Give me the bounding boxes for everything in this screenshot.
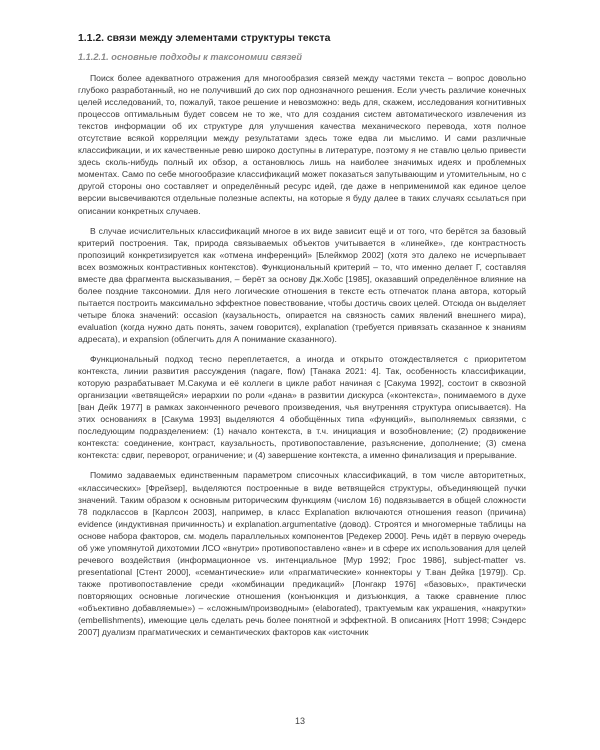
paragraph-1: Поиск более адекватного отражения для многообразия связей между частями текста – вопрос довольно глубоко разработанный, но не получивший до сих пор однозначного решения. Если учесть различие конечных целей исследований, то, пожалуй, такое решение и невозможно: ведь для, скажем, исследования когнитивных процессов оптимальным будет совсем не то же, что для создания систем автоматического извлечения из текстов информации об их структуре для улучшения качества механического перевода, хотя полное отсутствие всякой корреляции между результатами здесь тоже едва ли мыслимо. И сами различные классификации, и их качественные ревю широко доступны в литературе, поэтому я не ставлю целью привести здесь сколь-нибудь полный их обзор, а остановлюсь лишь на наиболее значимых идеях и проблемных моментах. Само по себе многообразие классификаций может показаться запутывающим и утомительным, но с другой стороны оно составляет и определённый ресурс идей, где даже в неприменимой как единое целое версии высвечиваются отдельные полезные аспекты, на которые я буду далее в таких случаях ссылаться при описании конкретных случаев. (78, 73, 526, 216)
paragraph-2: В случае исчислительных классификаций многое в их виде зависит ещё и от того, что берётся за базовый критерий построения. Так, природа связываемых объектов учитывается в «линейке», где контрастность пропозиций конкретизируется как «отмена инференций» [Блейкмор 2002] (хотя это далеко не исчерпывает всех возможных контрастивных контекстов). Функциональный критерий – то, что именно делает Г, составляя вместе два фрагмента высказывания, – берёт за основу Дж.Хобс [1985], оказавший определённое влияние на более поздние таксономии. Для него логические отношения в тексте есть отпечаток плана автора, который пытается построить максимально эффектное повествование, чтобы достичь своих целей. Отсюда он выделяет четыре блока значений: occasion (каузальность, опирается на связность самих явлений внешнего мира), evaluation (когда нужно дать понять, зачем говорится), explanation (требуется привязать сказанное к знаниям адресата), и expansion (облегчить для А понимание сказанного). (78, 225, 526, 344)
paragraph-3: Функциональный подход тесно переплетается, а иногда и открыто отождествляется с приоритетом контекста, линии развития рассуждения (nagare, flow) [Танака 2021: 4]. Так, особенность классификации, которую разрабатывает М.Сакума и её коллеги в цикле работ начиная с [Сакума 1992], состоит в сквозной организации «ветвящейся» иерархии по роли «дана» в развитии дискурса («контекста», понимаемого в духе [ван Дейк 1977] в рамках законченного речевого произведения, чья внутренняя структура описывается). На этих основаниях в [Сакума 1993] выделяются 4 обобщённых типа «функций», выполняемых связями, с последующим подразделением: (1) начало контекста, в т.ч. инициация и возобновление; (2) продвижение контекста: соединение, контраст, каузальность, противопоставление, разъяснение, дополнение; (3) смена контекста: сдвиг, переворот, ограничение; и (4) завершение контекста, а именно финализация и прерывание. (78, 354, 526, 461)
document-page (78, 32, 526, 646)
page-number: 13 (294, 716, 305, 726)
subsection-heading: 1.1.2.1. основные подходы к таксономии связей (78, 52, 303, 62)
paragraph-4: Помимо задаваемых единственным параметром списочных классификаций, в том числе авторитетных, «классических» [Фрейзер], выделяются построенные в виде ветвящейся структуры, объединяющей пучки значений. Таким образом к основным риторическим функциям (числом 16) подвязывается в общей сложности 78 подклассов в [Карлсон 2003], например, в класс Explanation включаются отношения reason (причина) evidence (индуктивная причинность) и explanation.argumentative (довод). Строятся и многомерные таблицы на основе набора факторов, см. модель параллельных компонентов [Редекер 2000]. Речь идёт в первую очередь об уже упомянутой дихотомии ЛСО «внутри» противопоставлено «вне» и в сфере их использования для целей речевого воздействия (информационное vs. интенциальное [Мур 1992; Грос 1986], subject-matter vs. presentational [Стент 2000], «семантические» или «прагматические» коннекторы у Т.ван Дейка [1979]). Ср. также противопоставление среди «комбинации предикаций» [Лонгакр 1976] «базовых», практически повторяющих основные логические отношения (конъюнкция и дизъюнкция, а также сравнение плюс «объективно добавляемые») – «сложным/производным» (elaborated), трактуемым как украшения, «накрутки» (embellishments), имеющие цель сделать речь более понятной и эффектной. В описаниях [Нотт 1998; Сэндерс 2007] дуализм прагматических и семантических факторов как «источник (78, 470, 526, 638)
section-heading: 1.1.2. связи между элементами структуры текста (78, 33, 331, 44)
